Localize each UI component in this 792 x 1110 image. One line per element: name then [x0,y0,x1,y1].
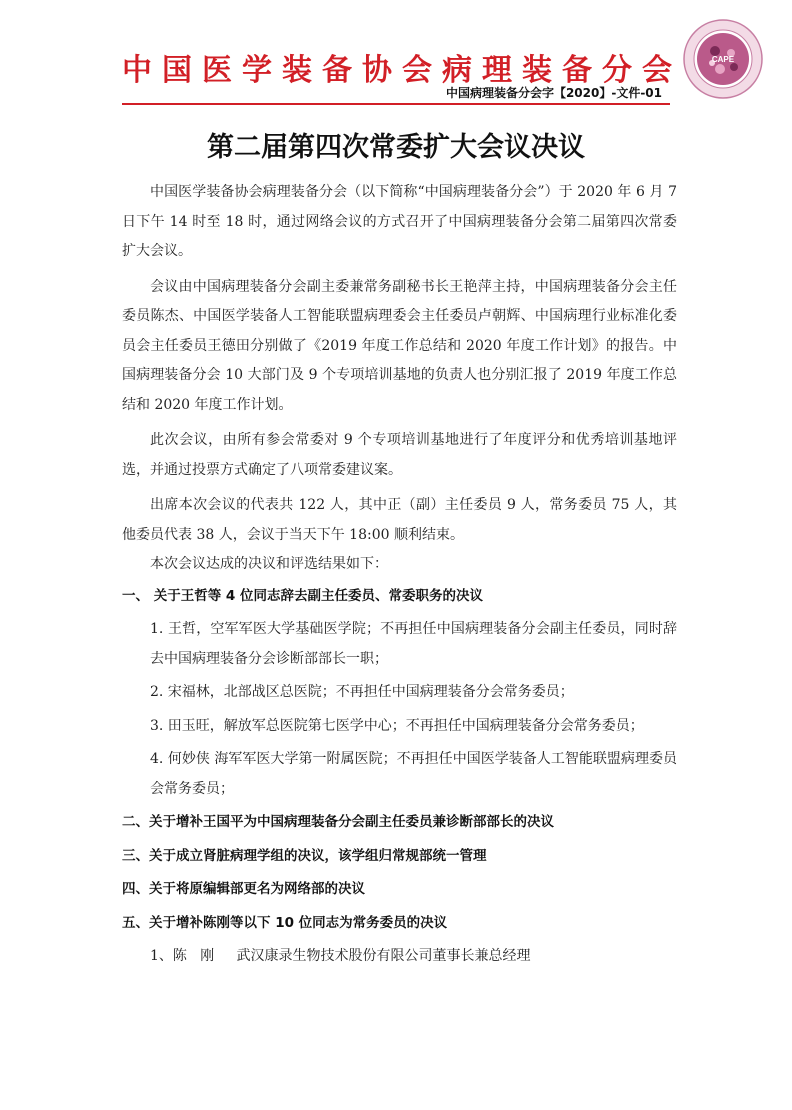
paragraph-resolutions-intro: 本次会议达成的决议和评选结果如下： [150,556,388,572]
section-heading-1: 一、 关于王哲等 4 位同志辞去副主任委员、常委职务的决议 [122,587,483,604]
resolution-item: 1. 王哲，空军军医大学基础医学院；不再担任中国病理装备分会副主任委员，同时辞去中国病理装备分会诊断部部长一职； [150,621,677,667]
member-name: 陈 刚 [172,948,215,964]
resolution-item: 3. 田玉旺，解放军总医院第七医学中心；不再担任中国病理装备分会常务委员； [150,717,644,734]
header-divider [122,103,670,105]
section-heading-3: 三、关于成立肾脏病理学组的决议，该学组归常规部统一管理 [122,847,487,864]
resolution-item: 2. 宋福林，北部战区总医院；不再担任中国病理装备分会常务委员； [150,684,574,700]
member-row [150,942,677,972]
section-heading-2: 二、关于增补王国平为中国病理装备分会副主任委员兼诊断部部长的决议 [122,814,554,830]
document-number: 中国病理装备分会字【2020】-文件-01 [445,86,662,100]
section-heading-5: 五、关于增补陈刚等以下 10 位同志为常务委员的决议 [122,914,448,931]
paragraph-evaluation: 此次会议，由所有参会常委对 9 个专项培训基地进行了年度评分和优秀培训基地评选，并通过投票方式确定了八项常委建议案。 [122,432,677,478]
paragraph-reports: 会议由中国病理装备分会副主委兼常务副秘书长王艳萍主持，中国病理装备分会主任委员陈杰、中国医学装备人工智能联盟病理委会主任委员卢朝辉、中国病理行业标准化委员会主任委员王德田分别做了《2019 年度工作总结和 2020 年度工作计划》的报告。中国病理装备分会 10 大部门及 9 个专项培训基地的负责人也分别汇报了 2019 年度工作总结和 2020 年度工作计划。 [122,278,677,413]
logo-abbreviation: CAPE [711,55,735,64]
document-title: 第二届第四次常委扩大会议决议 [207,132,585,163]
organization-name: 中国医学装备协会病理装备分会 [122,53,682,88]
document-body [122,178,677,972]
paragraph-attendance: 出席本次会议的代表共 122 人，其中正（副）主任委员 9 人，常务委员 75 人，其他委员代表 38 人，会议于当天下午 18:00 顺利结束。 [122,497,677,543]
association-logo [682,18,764,100]
member-index: 1、 [150,948,173,964]
member-affiliation: 武汉康录生物技术股份有限公司董事长兼总经理 [236,948,531,964]
section-heading-4: 四、关于将原编辑部更名为网络部的决议 [122,881,365,897]
paragraph-intro: 中国医学装备协会病理装备分会（以下简称“中国病理装备分会”）于 2020 年 6 月 7 日下午 14 时至 18 时，通过网络会议的方式召开了中国病理装备分会第二届第四次常委扩大会议。 [122,184,677,259]
resolution-item: 4. 何妙侠 海军军医大学第一附属医院；不再担任中国医学装备人工智能联盟病理委员会常务委员； [150,751,677,797]
